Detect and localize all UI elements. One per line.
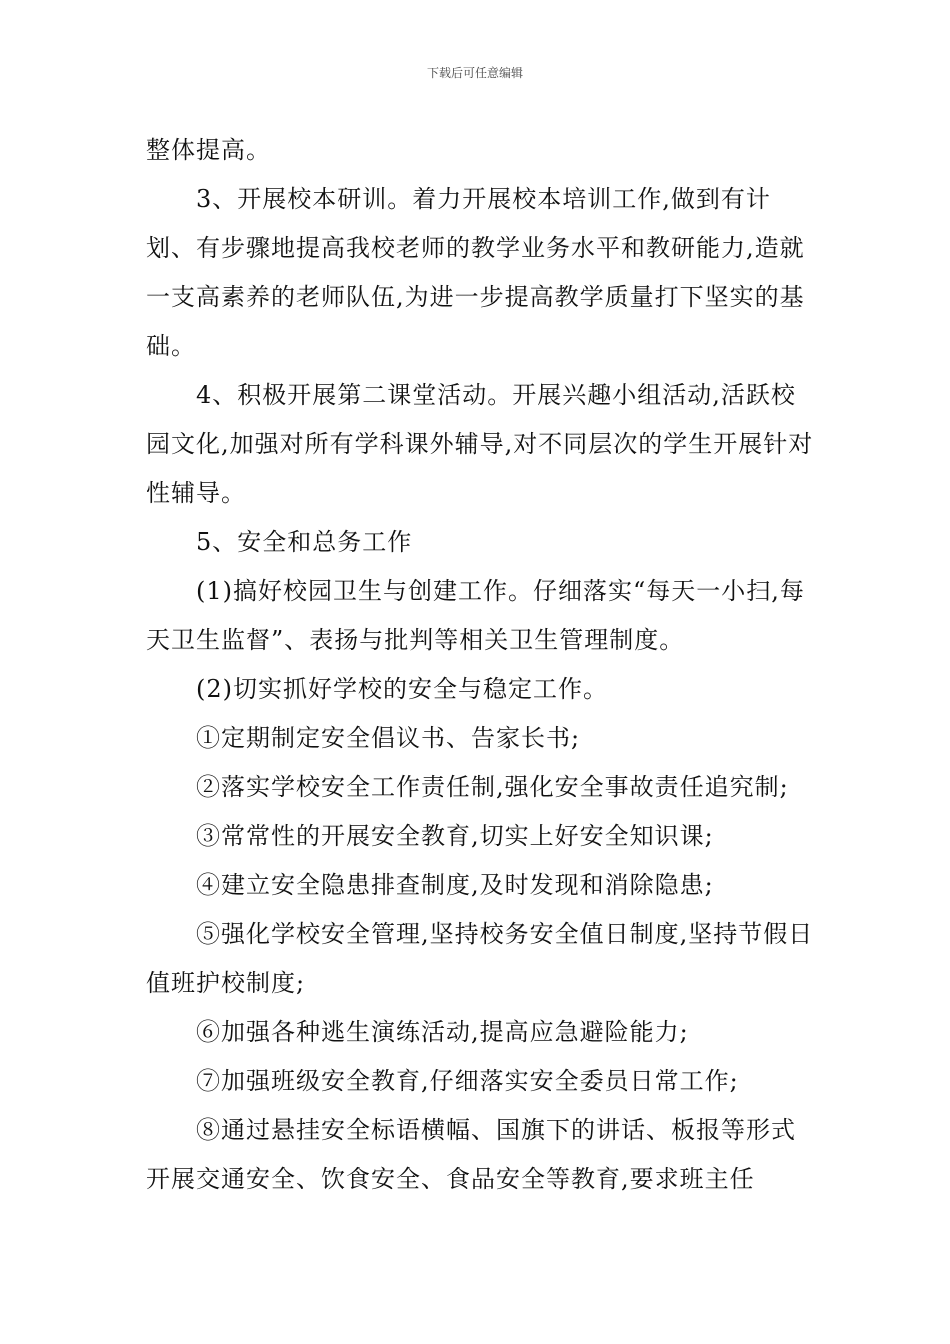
paragraph-9: ③常常性的开展安全教育,切实上好安全知识课; [196,822,714,850]
document-body [146,126,818,1204]
paragraph-11: ⑤强化学校安全管理,坚持校务安全值日制度,坚持节假日值班护校制度; [146,920,814,997]
paragraph-14: ⑧通过悬挂安全标语横幅、国旗下的讲话、板报等形式开展交通安全、饮食安全、食品安全等教育,要求班主任 [146,1116,796,1193]
paragraph-2: 3、开展校本研训。着力开展校本培训工作,做到有计划、有步骤地提高我校老师的教学业务水平和教研能力,造就一支高素养的老师队伍,为进一步提高教学质量打下坚实的基础。 [146,185,805,360]
paragraph-7: ①定期制定安全倡议书、告家长书; [196,724,581,752]
paragraph-3: 4、积极开展第二课堂活动。开展兴趣小组活动,活跃校园文化,加强对所有学科课外辅导,对不同层次的学生开展针对性辅导。 [146,381,814,507]
paragraph-4: 5、安全和总务工作 [196,528,413,556]
paragraph-13: ⑦加强班级安全教育,仔细落实安全委员日常工作; [196,1067,739,1095]
page-header: 下载后可任意编辑 [426,66,523,80]
paragraph-6: (2)切实抓好学校的安全与稳定工作。 [196,675,608,703]
paragraph-10: ④建立安全隐患排查制度,及时发现和消除隐患; [196,871,714,899]
paragraph-8: ②落实学校安全工作责任制,强化安全事故责任追究制; [196,773,789,801]
paragraph-5: (1)搞好校园卫生与创建工作。仔细落实“每天一小扫,每天卫生监督”、表扬与批判等相关卫生管理制度。 [146,577,805,654]
paragraph-12: ⑥加强各种逃生演练活动,提高应急避险能力; [196,1018,689,1046]
paragraph-1: 整体提高。 [146,136,271,164]
